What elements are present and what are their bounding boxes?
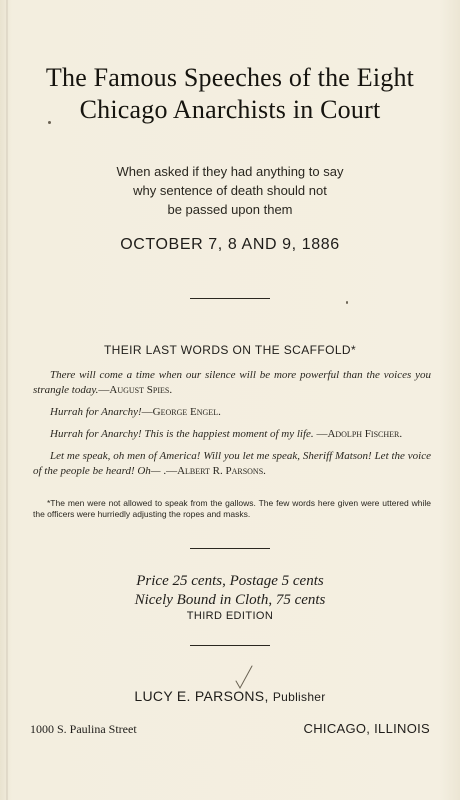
divider-rule xyxy=(190,298,270,299)
quote-parsons xyxy=(33,449,431,479)
footnote: *The men were not allowed to speak from the gallows. The few words here given were uttered while the officers were hurriedly adjusting the ropes and masks. xyxy=(33,498,431,519)
binding-price: 75 cents xyxy=(275,592,326,608)
quote-text: Hurrah for Anarchy! This is the happiest moment of my life. xyxy=(50,428,314,440)
edition-label: THIRD EDITION xyxy=(186,610,274,622)
title-line: Chicago Anarchists in Court xyxy=(79,95,381,124)
price-line xyxy=(0,572,460,591)
street-address: 1000 S. Paulina Street xyxy=(30,722,137,736)
city-address: CHICAGO, ILLINOIS xyxy=(303,721,430,736)
subtitle-line: why sentence of death should not xyxy=(133,183,327,198)
subtitle-line: be passed upon them xyxy=(167,202,293,217)
section-heading: THEIR LAST WORDS ON THE SCAFFOLD* xyxy=(103,343,357,357)
divider-rule xyxy=(190,645,270,646)
document-title xyxy=(0,62,460,126)
quote-fischer xyxy=(33,427,431,442)
quote-spies xyxy=(33,368,431,398)
publisher-name: LUCY E. PARSONS, xyxy=(134,688,269,704)
trial-dates: OCTOBER 7, 8 AND 9, 1886 xyxy=(120,236,340,253)
binding-text: Nicely Bound in Cloth xyxy=(134,592,269,608)
quote-text: Hurrah for Anarchy! xyxy=(50,406,142,418)
postage-text: Postage 5 cents xyxy=(229,573,324,589)
binding-line xyxy=(0,591,460,610)
quote-text: There will come a time when our silence will be more powerful than the voices you strangle today. xyxy=(33,369,431,396)
price-block xyxy=(0,572,460,610)
quote-speaker: —Adolph Fischer. xyxy=(316,428,403,440)
document-subtitle xyxy=(0,162,460,219)
quote-speaker: —August Spies. xyxy=(98,384,173,396)
quote-text: Let me speak, oh men of America! Will you let me speak, Sheriff Matson! Let the voice of the people be heard! Oh— xyxy=(33,450,431,477)
subtitle-line: When asked if they had anything to say xyxy=(116,164,344,179)
publisher-role: Publisher xyxy=(272,690,326,704)
quote-speaker: —George Engel. xyxy=(141,406,221,418)
title-line: The Famous Speeches of the Eight xyxy=(45,63,415,92)
price-separator: , xyxy=(222,573,230,589)
divider-rule xyxy=(190,548,270,549)
checkmark-icon xyxy=(234,664,254,690)
publisher-line xyxy=(0,688,460,704)
quotes-block xyxy=(33,368,431,486)
quote-engel xyxy=(33,405,431,420)
binding-separator: , xyxy=(268,592,276,608)
quote-speaker: .—Albert R. Parsons. xyxy=(163,465,266,477)
paper-speck xyxy=(346,301,348,304)
price-text: Price 25 cents xyxy=(136,573,223,589)
